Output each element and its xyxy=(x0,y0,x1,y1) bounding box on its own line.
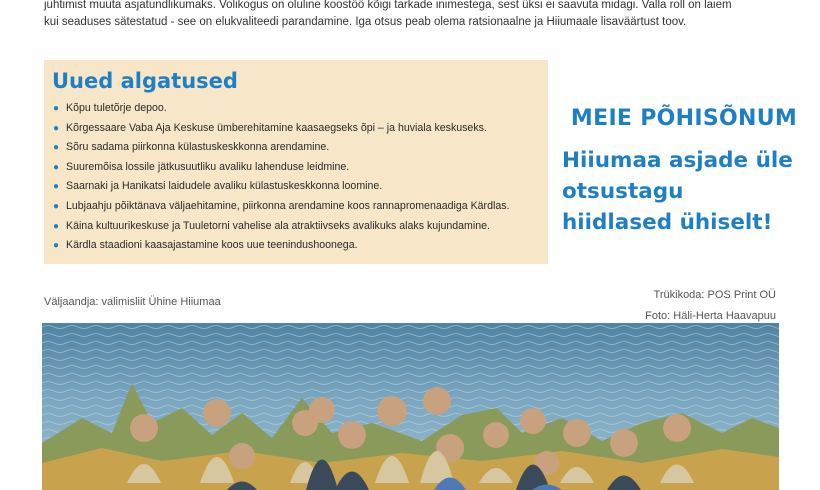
motto-text xyxy=(548,145,820,238)
list-item xyxy=(52,158,538,178)
publisher-credit: Väljaandja: valimisliit Ühine Hiiumaa xyxy=(44,296,221,308)
list-item xyxy=(52,177,538,197)
intro-line-2: kui seaduses sätestatud - see on elukvaliteedi parandamine. Iga otsus peab olema ratsionaalne ja Hiiumaale lisaväärtust toov. xyxy=(44,16,687,28)
list-item-text: Lubjaahju põiktänava väljaehitamine, piirkonna arendamine koos rannapromenaadiga Kärdlas. xyxy=(66,199,510,212)
motto-line-2: otsustagu xyxy=(562,179,684,204)
bullet-icon: ● xyxy=(53,220,60,232)
motto-title: MEIE PÕHISÕNUM xyxy=(570,106,798,131)
photo-credit: Foto: Häli-Herta Haavapuu xyxy=(645,310,776,322)
group-photo-image xyxy=(42,323,779,490)
list-item-text: Käina kultuurikeskuse ja Tuuletorni vahelise ala atraktiivseks avalikuks alaks kujundamine. xyxy=(66,219,490,232)
motto-line-1: Hiiumaa asjade üle xyxy=(562,148,793,173)
list-item-text: Kõpu tuletõrje depoo. xyxy=(66,102,167,114)
bullet-icon: ● xyxy=(53,161,60,173)
bullet-icon: ● xyxy=(53,103,60,114)
list-item-text: Sõru sadama piirkonna külastuskeskkonna arendamine. xyxy=(66,141,330,154)
list-item-text: Kärdla staadioni kaasajastamine koos uue teenindushoonega. xyxy=(66,239,358,252)
intro-line-1: juhtimist muuta asjatundlikumaks. Volikogus on oluline koostöö kõigi tarkade inimestega, sest üksi ei saavuta midagi. Valla roll on laiem xyxy=(44,0,732,11)
list-item xyxy=(52,138,538,158)
bullet-icon: ● xyxy=(53,181,60,193)
printer-credit: Trükikoda: POS Print OÜ xyxy=(653,289,776,301)
print-credits xyxy=(645,285,776,327)
list-item xyxy=(52,217,538,237)
intro-text xyxy=(44,0,784,31)
list-item-text: Suuremõisa lossile jätkusuutliku avaliku lahenduse leidmine. xyxy=(66,160,350,173)
bullet-icon: ● xyxy=(53,240,60,252)
bullet-icon: ● xyxy=(53,200,60,212)
bullet-icon: ● xyxy=(53,122,60,134)
list-item xyxy=(52,197,538,217)
bullet-icon: ● xyxy=(53,142,60,154)
motto-block xyxy=(548,104,820,238)
list-item-text: Kõrgessaare Vaba Aja Keskuse ümberehitamine kaasaegseks õpi – ja huviala keskuseks. xyxy=(66,121,487,134)
initiatives-box xyxy=(44,60,548,264)
list-item-text: Saarnaki ja Hanikatsi laidudele avaliku külastuskeskkonna loomine. xyxy=(66,180,383,193)
list-item xyxy=(52,119,538,139)
motto-line-3: hiidlased ühiselt! xyxy=(562,210,773,235)
list-item xyxy=(52,99,538,119)
initiatives-list xyxy=(52,99,538,256)
initiatives-title: Uued algatused xyxy=(52,69,238,93)
group-photo xyxy=(42,323,779,490)
list-item xyxy=(52,236,538,256)
